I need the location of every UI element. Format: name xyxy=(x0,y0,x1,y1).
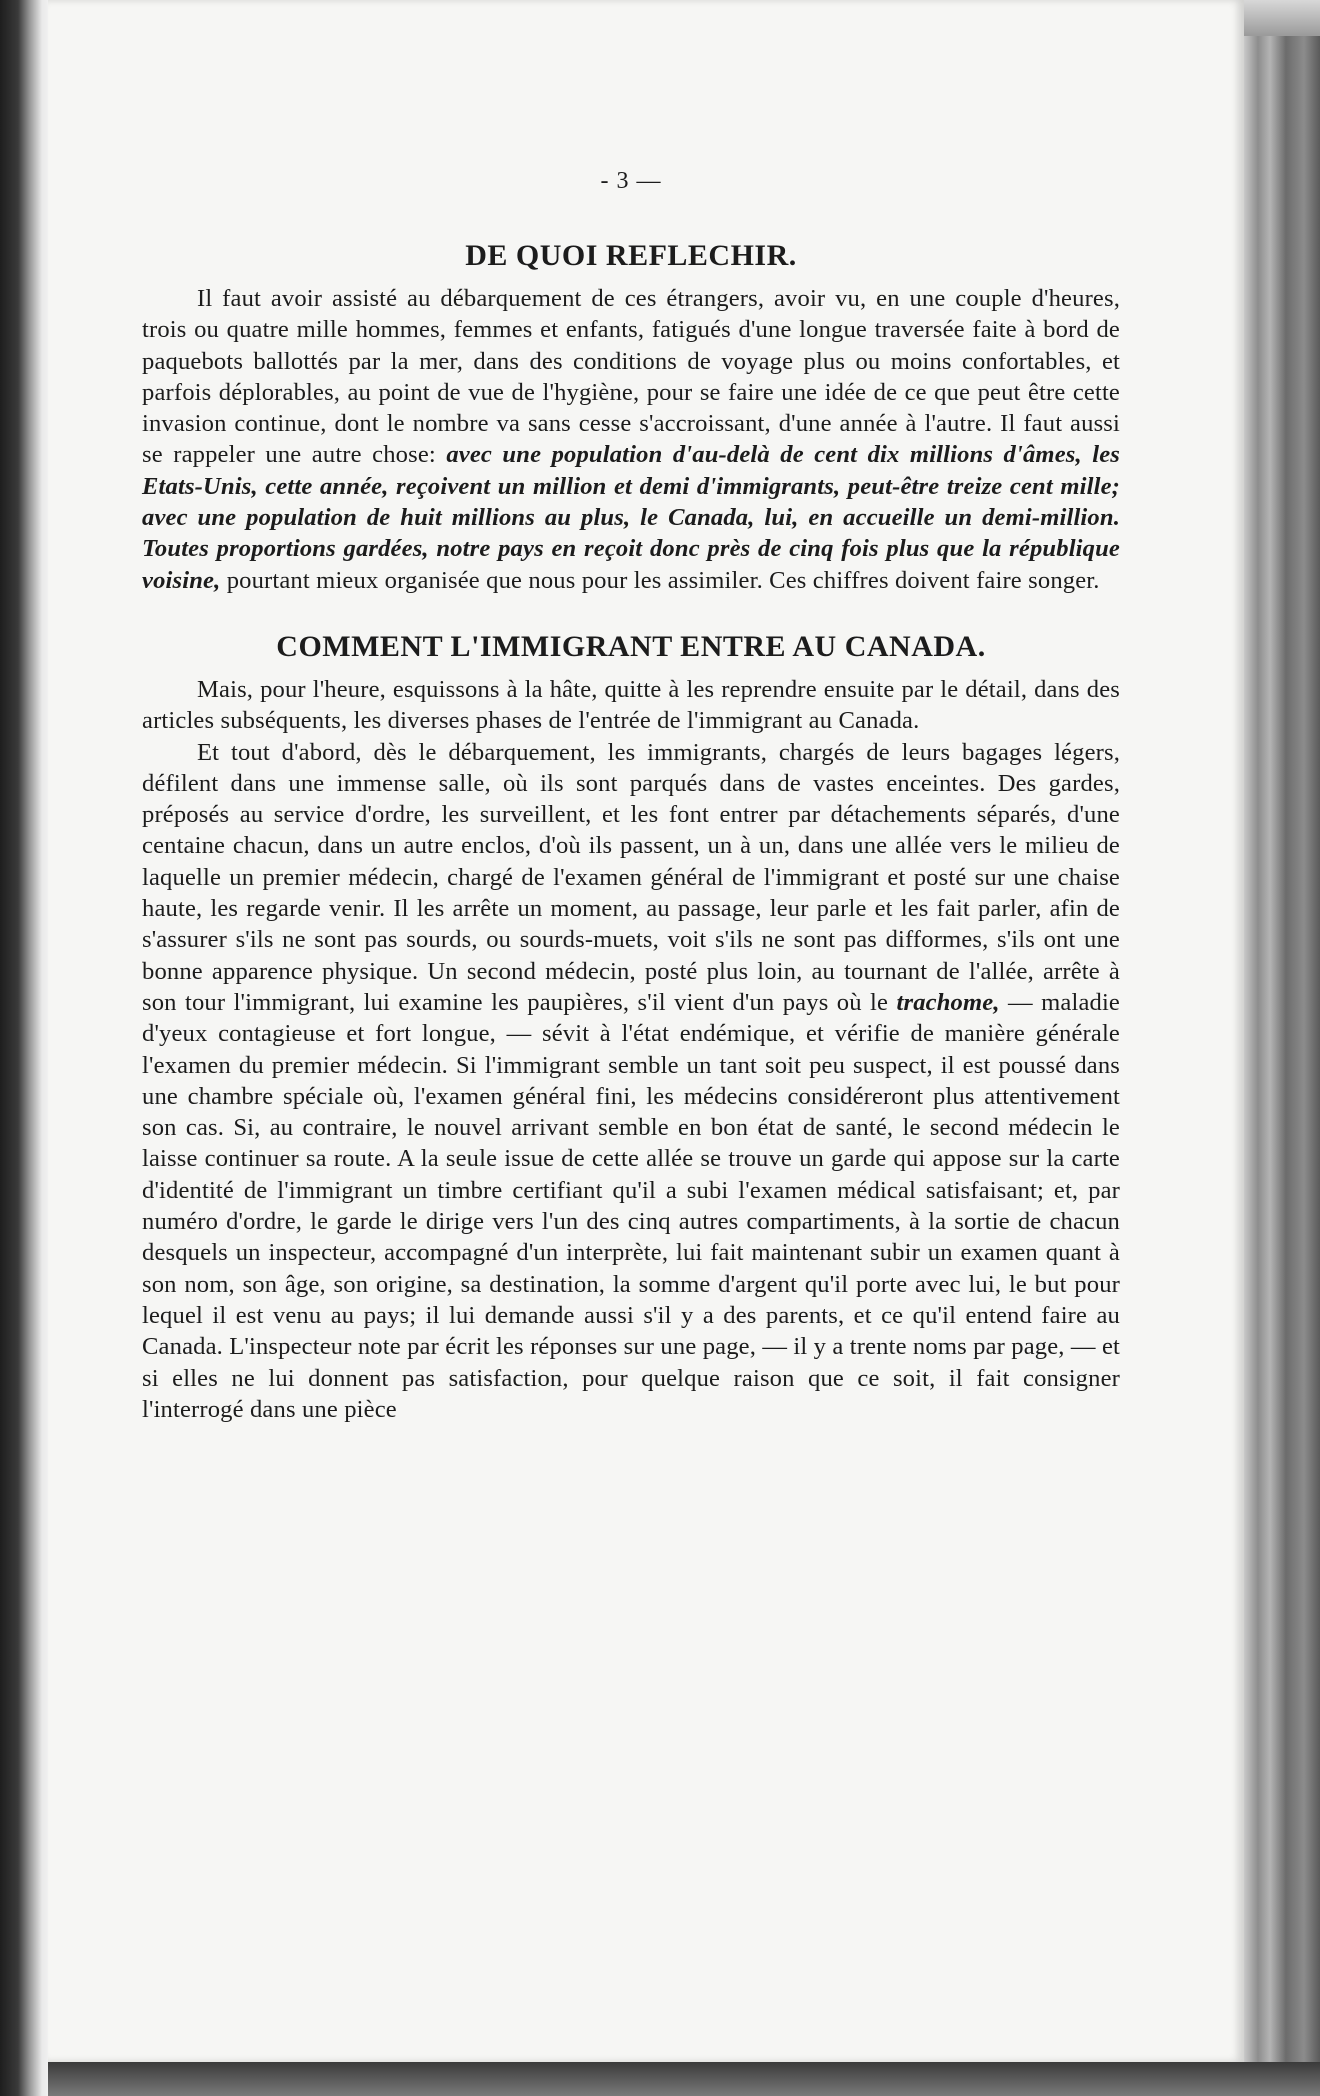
paragraph-text: Il faut avoir assisté au débarquement de ces étrangers, avoir vu, en une couple d'heures, trois ou quatre mille hommes, femmes et enfants, fatigués d'une longue traversée faite à bord de paquebots ballottés par la mer, dans des conditions de voyage plus ou moins confortables, et parfois déplorables, au point de vue de l'hygiène, pour se faire une idée de ce que peut être cette invasion continue, dont le nombre va sans cesse s'accroissant, d'une année à l'autre. Il faut aussi se rappeler une autre chose: xyxy=(142,285,1120,469)
paragraph-intro: Mais, pour l'heure, esquissons à la hâte, quitte à les reprendre ensuite par le détail, dans des articles subséquents, les diverses phases de l'entrée de l'immigrant au Canada. xyxy=(142,675,1120,735)
paragraph-italic-text: avec une population d'au-delà de cent dix millions d'âmes, les Etats-Unis, cette année, reçoivent un million et demi d'immigrants, peut-être treize cent mille; avec une population de huit millions au plus, le Canada, lui, en accueille un demi-million. Toutes proportions gardées, notre pays en reçoit donc près de cinq fois plus que la république voisine, xyxy=(142,441,1121,594)
section-heading-de-quoi-reflechir: DE QUOI REFLECHIR. xyxy=(465,239,797,272)
paragraph-italic-text: trachome, xyxy=(896,988,1000,1016)
paragraph-debarquement xyxy=(142,737,1120,1426)
paragraph-text: — maladie d'yeux contagieuse et fort longue, — sévit à l'état endémique, et vérifie de manière générale l'examen du premier médecin. Si l'immigrant semble un tant soit peu suspect, il est poussé dans une chambre spéciale où, l'examen général fini, les médecins considéreront plus attentivement son cas. Si, au contraire, le nouvel arrivant semble en bon état de santé, le second médecin le laisse continuer sa route. A la seule issue de cette allée se trouve un garde qui appose sur la carte d'identité de l'immigrant un timbre certifiant qu'il a subi l'examen médical satisfaisant; et, par numéro d'ordre, le garde le dirige vers l'un des cinq autres compartiments, à la sortie de chacun desquels un inspecteur, accompagné d'un interprète, lui fait maintenant subir un examen quant à son nom, son âge, son origine, sa destination, la somme d'argent qu'il porte avec lui, le but pour lequel il est venu au pays; il lui demande aussi s'il y a des parents, et ce qu'il entend faire au Canada. L'inspecteur note par écrit les réponses sur une page, — il y a trente noms par page, — et si elles ne lui donnent pas satisfaction, pour quelque raison que ce soit, il fait consigner l'interrogé dans une pièce xyxy=(142,988,1120,1423)
book-cover-corner xyxy=(1244,0,1320,36)
page-bottom-shadow xyxy=(48,2062,1320,2096)
section-heading-comment-immigrant: COMMENT L'IMMIGRANT ENTRE AU CANADA. xyxy=(276,629,986,663)
page-number: - 3 — xyxy=(600,168,662,194)
page-content xyxy=(142,168,1120,1425)
binding-shadow xyxy=(0,0,52,2096)
paragraph-de-quoi-reflechir xyxy=(142,283,1120,596)
paragraph-text: Et tout d'abord, dès le débarquement, les immigrants, chargés de leurs bagages légers, défilent dans une immense salle, où ils sont parqués dans de vastes enceintes. Des gardes, préposés au service d'ordre, les surveillent, et les font entrer par détachements séparés, d'une centaine chacun, dans un autre enclos, d'où ils passent, un à un, dans une allée vers le milieu de laquelle un premier médecin, chargé de l'examen général de l'immigrant et posté sur une chaise haute, les regarde venir. Il les arrête un moment, au passage, leur parle et les fait parler, afin de s'assurer s'ils ne sont pas sourds, ou sourds-muets, voit s'ils ne sont pas difformes, s'ils ont une bonne apparence physique. Un second médecin, posté plus loin, au tournant de l'allée, arrête à son tour l'immigrant, lui examine les paupières, s'il vient d'un pays où le xyxy=(142,738,1120,1016)
paragraph-text: pourtant mieux organisée que nous pour les assimiler. Ces chiffres doivent faire songer. xyxy=(220,566,1100,594)
book-cover-edge xyxy=(1244,0,1320,2096)
